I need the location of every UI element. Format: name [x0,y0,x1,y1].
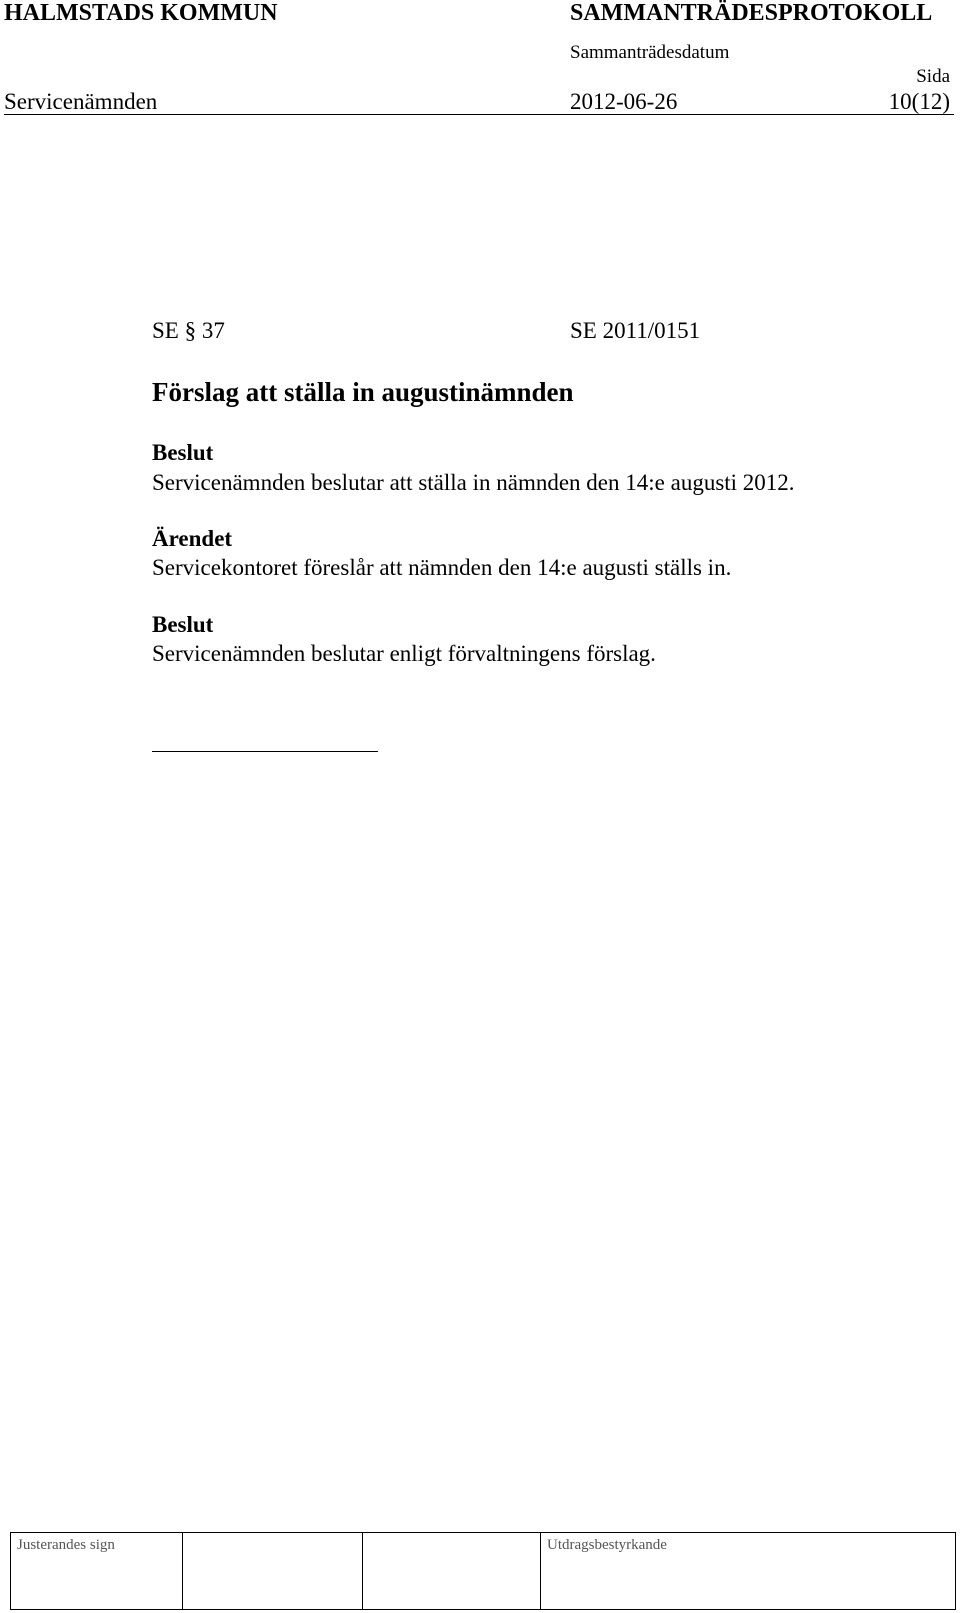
item-title: Förslag att ställa in augustinämnden [152,377,574,407]
footer-signature-table [10,1532,956,1610]
adjuster-sign-label: Justerandes sign [17,1537,115,1553]
section-heading-beslut: Beslut [152,440,214,465]
organization-name: HALMSTADS KOMMUN [4,0,278,26]
signature-line [152,751,378,752]
section-heading-beslut-2: Beslut [152,612,214,637]
section-heading-arendet: Ärendet [152,526,233,551]
page-label: Sida [916,66,950,87]
signature-cell [183,1533,363,1610]
adjuster-sign-cell [11,1533,183,1610]
meeting-date: 2012-06-26 [570,89,678,114]
meeting-date-label: Sammanträdesdatum [570,42,730,63]
header-rule [4,114,954,115]
extract-cell [541,1533,956,1610]
case-number: SE 2011/0151 [570,318,701,343]
section-text-beslut-2: Servicenämnden beslutar enligt förvaltningens förslag. [152,641,656,666]
document-type: SAMMANTRÄDESPROTOKOLL [570,0,933,26]
section-text-arendet: Servicekontoret föreslår att nämnden den 14:e augusti ställs in. [152,555,732,580]
section-text-beslut: Servicenämnden beslutar att ställa in nämnden den 14:e augusti 2012. [152,470,795,495]
extract-label: Utdragsbestyrkande [547,1537,667,1553]
signature-cell [363,1533,541,1610]
committee-name: Servicenämnden [4,89,158,114]
page-number: 10(12) [888,89,950,114]
paragraph-number: SE § 37 [152,318,225,343]
